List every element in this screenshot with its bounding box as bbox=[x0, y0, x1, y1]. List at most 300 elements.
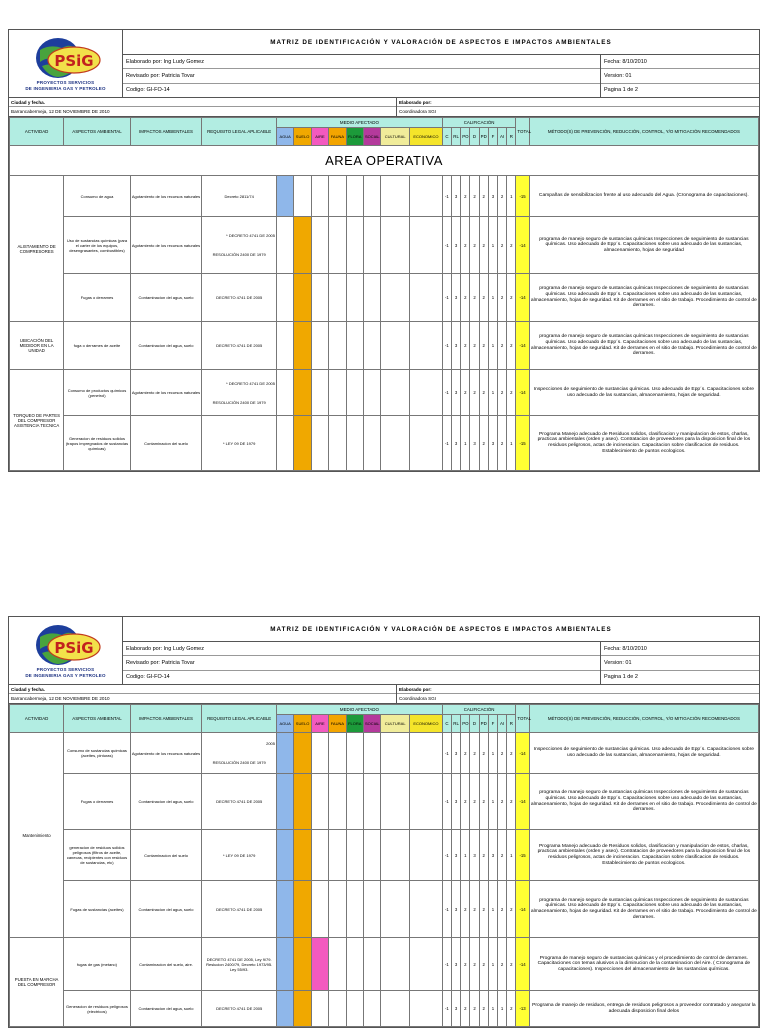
calif-value-cell: 2 bbox=[479, 217, 488, 274]
medio-social: SOCIAL bbox=[363, 128, 380, 146]
medio-empty-cell bbox=[381, 774, 410, 830]
calif-value-cell: 1 bbox=[488, 991, 497, 1027]
requisito-a: * DECRETO 4741 DE 2005 bbox=[226, 233, 275, 238]
table-row bbox=[10, 774, 759, 830]
requisito-cell: * LEY 09 DE 1979 bbox=[202, 830, 277, 881]
medio-aire-cell bbox=[311, 416, 328, 471]
medio-suelo-cell bbox=[294, 322, 311, 370]
calif-value-cell: 2 bbox=[498, 774, 507, 830]
medio-aire-cell bbox=[311, 991, 328, 1027]
calif-value-cell: 3 bbox=[452, 322, 461, 370]
medio-empty-cell bbox=[346, 176, 363, 217]
calif-value-cell: 2 bbox=[507, 733, 516, 774]
medio-suelo-cell bbox=[294, 774, 311, 830]
requisito-cell: DECRETO 4741 DE 2005 bbox=[202, 774, 277, 830]
col-impactos: IMPACTOS AMBIENTALES bbox=[130, 118, 202, 146]
impacto-cell: Contaminacion del agua, suelo bbox=[130, 322, 202, 370]
codigo: Codigo: GI-FO-14 bbox=[126, 674, 170, 681]
metodo-cell: programa de manejo seguro de sustancias químicas Inspecciones de seguimiento de sustancias químicas. Uso adecuado de Epp´s. Capacitaciones sobre uso adecuado de las sustancias, almacenamiento, hojas de seguridad bbox=[529, 217, 758, 274]
aspecto-cell: fuga o derrames de aceite bbox=[64, 322, 131, 370]
medio-empty-cell bbox=[409, 274, 442, 322]
impacto-cell: Agotamiento de los recursos naturales bbox=[130, 370, 202, 416]
ciudad-row bbox=[9, 685, 759, 704]
calif-value-cell: 3 bbox=[488, 416, 497, 471]
calif-ai: AI bbox=[498, 715, 507, 733]
calif-value-cell: 2 bbox=[461, 217, 470, 274]
ciudad-value: Barrancabermeja, 12 DE NOVIEMBRE DE 2010 bbox=[11, 696, 110, 701]
calif-value-cell: -1 bbox=[442, 416, 451, 471]
calif-value-cell: 1 bbox=[488, 733, 497, 774]
revisado-por: Revisado por: Patricia Tovar bbox=[123, 69, 600, 83]
medio-suelo-cell bbox=[294, 274, 311, 322]
calif-value-cell: 1 bbox=[461, 416, 470, 471]
medio-empty-cell bbox=[346, 370, 363, 416]
sheet-header bbox=[9, 617, 759, 685]
calif-value-cell: 3 bbox=[470, 830, 479, 881]
version: Version: 01 bbox=[601, 69, 759, 83]
metodo-cell: Programa de manejo seguro de sustancias químicas y el procedimiento de control de derrames. Capacitaciones con temas alusivos a la diminucion de la contaminacion del Aire. ( Cronograma de capacitaciones). Inspecciones del almacenamiento de las sustancias químicas. bbox=[529, 938, 758, 991]
area-title: AREA OPERATIVA bbox=[10, 146, 759, 176]
calif-value-cell: 1 bbox=[488, 938, 497, 991]
total-cell: -14 bbox=[516, 322, 529, 370]
calif-d: D bbox=[470, 715, 479, 733]
version: Version: 01 bbox=[601, 656, 759, 670]
company-logo bbox=[9, 30, 123, 97]
calif-value-cell: 1 bbox=[488, 274, 497, 322]
table-row bbox=[10, 938, 759, 991]
calif-value-cell: 2 bbox=[470, 881, 479, 938]
calif-value-cell: 2 bbox=[479, 733, 488, 774]
medio-empty-cell bbox=[363, 416, 380, 471]
metodo-cell: programa de manejo seguro de sustancias químicas Inspecciones de seguimiento de sustancias químicas. Uso adecuado de Epp´s. Capacitaciones sobre uso adecuado de las sustancias, almacenamiento, hojas de seguridad. Kit de derrames en el sitio de trabajo. Procedimiento de control de derrames. bbox=[529, 881, 758, 938]
logo-text: PSiG bbox=[53, 52, 94, 70]
calif-value-cell: 3 bbox=[452, 733, 461, 774]
metodo-cell: Campañas de sensibilizacion frente al uso adecuado del Agua. (Cronograma de capacitaciones). bbox=[529, 176, 758, 217]
calif-value-cell: 3 bbox=[452, 176, 461, 217]
calif-value-cell: -1 bbox=[442, 830, 451, 881]
col-aspectos: ASPECTOS AMBIENTAL bbox=[64, 118, 131, 146]
table-row bbox=[10, 217, 759, 274]
medio-empty-cell bbox=[381, 217, 410, 274]
total-cell: -14 bbox=[516, 217, 529, 274]
fecha: Fecha: 8/10/2010 bbox=[601, 642, 759, 656]
requisito-a: 2005 bbox=[266, 741, 275, 746]
calif-rl: RL bbox=[452, 715, 461, 733]
calif-value-cell: 2 bbox=[507, 322, 516, 370]
calif-value-cell: 2 bbox=[479, 274, 488, 322]
calif-value-cell: 3 bbox=[452, 991, 461, 1027]
metodo-cell: programa de manejo seguro de sustancias químicas Inspecciones de seguimiento de sustancias químicas. Uso adecuado de Epp´s. Capacitaciones sobre uso adecuado de las sustancias, almacenamiento, hojas de seguridad. Kit de derrames en el sitio de trabajo. Procedimiento de control de derrames. bbox=[529, 274, 758, 322]
calif-value-cell: -1 bbox=[442, 322, 451, 370]
matrix-table-2 bbox=[9, 704, 759, 1027]
calif-value-cell: 2 bbox=[479, 830, 488, 881]
table-row bbox=[10, 322, 759, 370]
medio-aire-cell bbox=[311, 733, 328, 774]
actividad-cell: Mantenimiento bbox=[10, 733, 64, 938]
calif-value-cell: 2 bbox=[479, 416, 488, 471]
calif-value-cell: 3 bbox=[452, 274, 461, 322]
aspecto-cell: generacion de residuos solidos peligrosos (filtros de aceite, canecas, recipientes con residuos de sustancias, etc) bbox=[64, 830, 131, 881]
impacto-cell: Contaminacion del suelo bbox=[130, 830, 202, 881]
medio-agua-cell bbox=[277, 881, 294, 938]
medio-empty-cell bbox=[346, 733, 363, 774]
calif-value-cell: 2 bbox=[461, 322, 470, 370]
calif-value-cell: 2 bbox=[507, 881, 516, 938]
calif-value-cell: 1 bbox=[507, 176, 516, 217]
medio-empty-cell bbox=[381, 938, 410, 991]
elaborado-value: Coordinadora SGI bbox=[399, 109, 437, 114]
calif-value-cell: 1 bbox=[488, 881, 497, 938]
medio-empty-cell bbox=[329, 176, 346, 217]
calif-value-cell: 2 bbox=[498, 416, 507, 471]
col-requisito: REQUISITO LEGAL APLICABLE bbox=[202, 705, 277, 733]
medio-aire-cell bbox=[311, 830, 328, 881]
impacto-cell: Contaminacion del agua, suelo bbox=[130, 881, 202, 938]
table-row bbox=[10, 176, 759, 217]
pagina: Pagina 1 de 2 bbox=[604, 87, 638, 94]
calif-value-cell: 2 bbox=[498, 217, 507, 274]
medio-empty-cell bbox=[346, 416, 363, 471]
logo-text: PSiG bbox=[53, 639, 94, 657]
medio-empty-cell bbox=[409, 733, 442, 774]
ciudad-row bbox=[9, 98, 759, 117]
col-medio: MEDIO AFECTADO bbox=[277, 705, 443, 715]
medio-empty-cell bbox=[381, 176, 410, 217]
impacto-cell: Agotamiento de los recursos naturales bbox=[130, 217, 202, 274]
globe-logo-icon bbox=[18, 36, 114, 80]
calif-pd: PD bbox=[479, 715, 488, 733]
calif-value-cell: 2 bbox=[498, 274, 507, 322]
requisito-cell bbox=[202, 217, 277, 274]
calif-value-cell: 2 bbox=[498, 830, 507, 881]
metodo-cell: programa de manejo seguro de sustancias químicas Inspecciones de seguimiento de sustancias químicas. Uso adecuado de Epp´s. Capacitaciones sobre uso adecuado de las sustancias, almacenamiento, hojas de seguridad. Kit de derrames en el sitio de trabajo. Procedimiento de control de derrames. bbox=[529, 774, 758, 830]
impacto-cell: Contaminacion del agua, suelo bbox=[130, 274, 202, 322]
medio-agua-cell bbox=[277, 733, 294, 774]
medio-empty-cell bbox=[346, 938, 363, 991]
aspecto-cell: Consumo de agua bbox=[64, 176, 131, 217]
calif-value-cell: 2 bbox=[498, 881, 507, 938]
table-row bbox=[10, 416, 759, 471]
total-cell: -14 bbox=[516, 274, 529, 322]
calif-value-cell: 2 bbox=[470, 733, 479, 774]
medio-empty-cell bbox=[409, 217, 442, 274]
medio-empty-cell bbox=[329, 416, 346, 471]
calif-value-cell: 2 bbox=[461, 774, 470, 830]
medio-empty-cell bbox=[363, 830, 380, 881]
medio-empty-cell bbox=[329, 938, 346, 991]
aspecto-cell: Generacion de residuos solidos (trapos impregnados de sustancias químicas) bbox=[64, 416, 131, 471]
calif-value-cell: 3 bbox=[488, 176, 497, 217]
calif-value-cell: 3 bbox=[452, 774, 461, 830]
medio-empty-cell bbox=[409, 774, 442, 830]
requisito-cell: DECRETO 4741 DE 2005 bbox=[202, 991, 277, 1027]
medio-agua-cell bbox=[277, 176, 294, 217]
calif-value-cell: 2 bbox=[461, 274, 470, 322]
actividad-cell: UBICACIÓN DEL MEDIDOR EN LA UNIDAD bbox=[10, 322, 64, 370]
medio-empty-cell bbox=[409, 938, 442, 991]
medio-agua: AGUA bbox=[277, 715, 294, 733]
calif-value-cell: 1 bbox=[488, 774, 497, 830]
ciudad-label: Ciudad y fecha. bbox=[9, 98, 396, 107]
medio-empty-cell bbox=[363, 217, 380, 274]
requisito-a: * DECRETO 4741 DE 2005 bbox=[226, 380, 275, 386]
metodo-cell: programa de manejo seguro de sustancias químicas Inspecciones de seguimiento de sustancias químicas. Uso adecuado de Epp´s. Capacitaciones sobre uso adecuado de las sustancias, almacenamiento, hojas de seguridad. Kit de derrames en el sitio de trabajo. Procedimiento de control de derrames. bbox=[529, 322, 758, 370]
calif-value-cell: 2 bbox=[479, 881, 488, 938]
calif-c: C bbox=[442, 128, 451, 146]
calif-value-cell: 2 bbox=[498, 733, 507, 774]
calif-r: R bbox=[507, 715, 516, 733]
requisito-b: RESOLUCIÓN 2400 DE 1979 bbox=[212, 399, 266, 405]
elaborado-label: Elaborado por: bbox=[397, 98, 759, 107]
requisito-cell: DECRETO 4741 DE 2005 bbox=[202, 274, 277, 322]
col-total: TOTAL bbox=[516, 118, 529, 146]
col-calificacion: CALIFICACIÓN bbox=[442, 705, 516, 715]
medio-empty-cell bbox=[329, 991, 346, 1027]
calif-value-cell: 1 bbox=[488, 217, 497, 274]
calif-value-cell: 3 bbox=[452, 938, 461, 991]
medio-empty-cell bbox=[363, 176, 380, 217]
aspecto-cell: Consumo de productos químicos (penetrol) bbox=[64, 370, 131, 416]
calif-value-cell: 2 bbox=[461, 991, 470, 1027]
actividad-cell: TORQUEO DE PARTES DEL COMPRESOR ASISTENCIA TECNICA bbox=[10, 370, 64, 471]
medio-agua-cell bbox=[277, 416, 294, 471]
col-requisito: REQUISITO LEGAL APLICABLE bbox=[202, 118, 277, 146]
calif-value-cell: 1 bbox=[507, 416, 516, 471]
requisito-cell bbox=[202, 733, 277, 774]
medio-empty-cell bbox=[329, 322, 346, 370]
col-actividad: ACTIVIDAD bbox=[10, 118, 64, 146]
calif-value-cell: 1 bbox=[498, 991, 507, 1027]
table-row bbox=[10, 830, 759, 881]
medio-aire-cell bbox=[311, 274, 328, 322]
calif-value-cell: 3 bbox=[452, 830, 461, 881]
medio-empty-cell bbox=[363, 881, 380, 938]
medio-empty-cell bbox=[409, 370, 442, 416]
calif-value-cell: 2 bbox=[498, 370, 507, 416]
aspecto-cell: Generacion de residuos peligrosos (electricos) bbox=[64, 991, 131, 1027]
medio-aire-cell bbox=[311, 774, 328, 830]
table-row bbox=[10, 370, 759, 416]
elaborado-value: Coordinadora SGI bbox=[399, 696, 437, 701]
aspecto-cell: Fugas o derrames bbox=[64, 774, 131, 830]
calif-value-cell: 3 bbox=[470, 416, 479, 471]
calif-value-cell: 2 bbox=[461, 881, 470, 938]
calif-ai: AI bbox=[498, 128, 507, 146]
table-row bbox=[10, 733, 759, 774]
total-cell: -15 bbox=[516, 830, 529, 881]
metodo-cell: Inspecciones de seguimiento de sustancias químicas. Uso adecuado de Epp´s. Capacitaciones sobre uso adecuado de las sustancias, almacenamiento, hojas de seguridad. bbox=[529, 370, 758, 416]
medio-suelo-cell bbox=[294, 881, 311, 938]
document-title: MATRIZ DE IDENTIFICACIÓN Y VALORACIÓN DE ASPECTOS E IMPACTOS AMBIENTALES bbox=[123, 617, 759, 642]
medio-empty-cell bbox=[329, 274, 346, 322]
aspecto-cell: Fugas de sustancias (aceites) bbox=[64, 881, 131, 938]
calif-value-cell: -1 bbox=[442, 938, 451, 991]
calif-value-cell: 2 bbox=[507, 938, 516, 991]
calif-value-cell: 2 bbox=[470, 938, 479, 991]
total-cell: -15 bbox=[516, 176, 529, 217]
calif-value-cell: 2 bbox=[479, 991, 488, 1027]
metodo-cell: Inspecciones de seguimiento de sustancias químicas. Uso adecuado de Epp´s. Capacitaciones sobre uso adecuado de las sustancias, almacenamiento, hojas de seguridad. bbox=[529, 733, 758, 774]
requisito-b: RESOLUCIÓN 2400 DE 1979 bbox=[212, 760, 266, 765]
calif-value-cell: 2 bbox=[470, 322, 479, 370]
actividad-cell: PUESTA EN MARCHA DEL COMPRESOR bbox=[10, 938, 64, 1027]
pagina: Pagina 1 de 2 bbox=[604, 674, 638, 681]
calif-value-cell: 2 bbox=[470, 176, 479, 217]
calif-rl: RL bbox=[452, 128, 461, 146]
ciudad-label: Ciudad y fecha. bbox=[9, 685, 396, 694]
medio-empty-cell bbox=[409, 830, 442, 881]
medio-empty-cell bbox=[381, 274, 410, 322]
medio-fauna: FAUNA bbox=[329, 715, 346, 733]
col-calificacion: CALIFICACIÓN bbox=[442, 118, 516, 128]
matrix-sheet-1 bbox=[8, 29, 760, 472]
col-metodos: MÉTODO(S) DE PREVENCIÓN, REDUCCIÓN, CONTROL, Y/O MITIGACIÓN RECOMENDADOS bbox=[529, 705, 758, 733]
medio-empty-cell bbox=[363, 274, 380, 322]
medio-aire-cell bbox=[311, 881, 328, 938]
table-row bbox=[10, 274, 759, 322]
medio-empty-cell bbox=[409, 416, 442, 471]
medio-economico: ECONOMICO bbox=[409, 128, 442, 146]
medio-suelo-cell bbox=[294, 176, 311, 217]
calif-r: R bbox=[507, 128, 516, 146]
calif-value-cell: -1 bbox=[442, 881, 451, 938]
medio-empty-cell bbox=[346, 991, 363, 1027]
medio-empty-cell bbox=[409, 322, 442, 370]
medio-aire-cell bbox=[311, 322, 328, 370]
calif-value-cell: 2 bbox=[461, 733, 470, 774]
calif-c: C bbox=[442, 715, 451, 733]
calif-f: F bbox=[488, 715, 497, 733]
medio-empty-cell bbox=[346, 830, 363, 881]
total-cell: -14 bbox=[516, 370, 529, 416]
calif-value-cell: 2 bbox=[498, 938, 507, 991]
elaborado-por: Elaborado por: Ing Ludy Gomez bbox=[123, 55, 600, 69]
medio-empty-cell bbox=[346, 274, 363, 322]
aspecto-cell: Uso de sustancias químicas (para el carter de los equipos, desengrasantes, combustibles) bbox=[64, 217, 131, 274]
medio-agua-cell bbox=[277, 830, 294, 881]
impacto-cell: Contaminacion del suelo bbox=[130, 416, 202, 471]
calif-value-cell: 2 bbox=[470, 274, 479, 322]
medio-flora: FLORA bbox=[346, 715, 363, 733]
revisado-por: Revisado por: Patricia Tovar bbox=[123, 656, 600, 670]
calif-value-cell: 2 bbox=[479, 322, 488, 370]
medio-empty-cell bbox=[346, 881, 363, 938]
calif-value-cell: 1 bbox=[507, 830, 516, 881]
medio-flora: FLORA bbox=[346, 128, 363, 146]
calif-value-cell: 2 bbox=[479, 176, 488, 217]
medio-suelo-cell bbox=[294, 217, 311, 274]
fecha: Fecha: 8/10/2010 bbox=[601, 55, 759, 69]
matrix-table-1 bbox=[9, 117, 759, 471]
globe-logo-icon bbox=[18, 623, 114, 667]
calif-pd: PD bbox=[479, 128, 488, 146]
calif-value-cell: 2 bbox=[479, 370, 488, 416]
metodo-cell: Programa Manejo adecuado de Residuos solidos, clasificacion y manipulacion de estos, charlas, practicas ambientales (orden y aseo). Contratacion de proveedores para la disposicion final de los residuos peligrosos, actas de incineracion. Capacitacion sobre clasificacion de residuos. Establecimiento de puntos ecologicos. bbox=[529, 416, 758, 471]
requisito-cell: DECRETO 4741 DE 2005 bbox=[202, 881, 277, 938]
calif-po: PO bbox=[461, 128, 470, 146]
sheet-header bbox=[9, 30, 759, 98]
medio-fauna: FAUNA bbox=[329, 128, 346, 146]
medio-empty-cell bbox=[329, 881, 346, 938]
medio-aire-cell bbox=[311, 938, 328, 991]
medio-empty-cell bbox=[363, 991, 380, 1027]
calif-value-cell: 2 bbox=[498, 322, 507, 370]
medio-empty-cell bbox=[363, 370, 380, 416]
company-name-2: DE INGENIERIA GAS Y PETROLEO bbox=[25, 672, 106, 678]
medio-agua-cell bbox=[277, 370, 294, 416]
company-name: PROYECTOS SERVICIOS bbox=[36, 667, 95, 672]
medio-suelo-cell bbox=[294, 370, 311, 416]
medio-suelo-cell bbox=[294, 416, 311, 471]
table-row bbox=[10, 991, 759, 1027]
medio-social: SOCIAL bbox=[363, 715, 380, 733]
calif-po: PO bbox=[461, 715, 470, 733]
medio-empty-cell bbox=[363, 733, 380, 774]
total-cell: -14 bbox=[516, 733, 529, 774]
impacto-cell: Agotamiento de los recursos naturales bbox=[130, 733, 202, 774]
col-impactos: IMPACTOS AMBIENTALES bbox=[130, 705, 202, 733]
calif-value-cell: 1 bbox=[461, 830, 470, 881]
medio-aire: AIRE bbox=[311, 715, 328, 733]
medio-empty-cell bbox=[381, 830, 410, 881]
impacto-cell: Agotamiento de los recursos naturales bbox=[130, 176, 202, 217]
medio-empty-cell bbox=[329, 774, 346, 830]
ciudad-value: Barrancabermeja, 12 DE NOVIEMBRE DE 2010 bbox=[11, 109, 110, 114]
calif-value-cell: 2 bbox=[507, 217, 516, 274]
calif-d: D bbox=[470, 128, 479, 146]
total-cell: -14 bbox=[516, 881, 529, 938]
medio-empty-cell bbox=[363, 322, 380, 370]
calif-value-cell: 3 bbox=[452, 881, 461, 938]
metodo-cell: Programa de manejo de residuos, entrega de residuos peligrosos a proveedor contratado y asegurar la adecuada disposicion final delos bbox=[529, 991, 758, 1027]
medio-suelo: SUELO bbox=[294, 128, 311, 146]
actividad-cell: ALISTAMIENTO DE COMPRESORES bbox=[10, 176, 64, 322]
medio-aire-cell bbox=[311, 176, 328, 217]
calif-value-cell: 3 bbox=[452, 370, 461, 416]
medio-agua-cell bbox=[277, 991, 294, 1027]
requisito-b: RESOLUCIÓN 2400 DE 1979 bbox=[212, 252, 266, 257]
company-name-2: DE INGENIERIA GAS Y PETROLEO bbox=[25, 85, 106, 91]
medio-empty-cell bbox=[409, 991, 442, 1027]
col-medio: MEDIO AFECTADO bbox=[277, 118, 443, 128]
medio-suelo-cell bbox=[294, 938, 311, 991]
medio-empty-cell bbox=[346, 322, 363, 370]
calif-f: F bbox=[488, 128, 497, 146]
matrix-sheet-2 bbox=[8, 616, 760, 1028]
medio-empty-cell bbox=[381, 416, 410, 471]
elaborado-por: Elaborado por: Ing Ludy Gomez bbox=[123, 642, 600, 656]
medio-empty-cell bbox=[329, 370, 346, 416]
col-actividad: ACTIVIDAD bbox=[10, 705, 64, 733]
medio-empty-cell bbox=[381, 322, 410, 370]
calif-value-cell: -1 bbox=[442, 733, 451, 774]
document-title: MATRIZ DE IDENTIFICACIÓN Y VALORACIÓN DE ASPECTOS E IMPACTOS AMBIENTALES bbox=[123, 30, 759, 55]
calif-value-cell: 2 bbox=[470, 991, 479, 1027]
medio-aire-cell bbox=[311, 217, 328, 274]
aspecto-cell: fugas de gas (metano) bbox=[64, 938, 131, 991]
requisito-cell: Decreto 2811/74 bbox=[202, 176, 277, 217]
impacto-cell: Contaminacion del suelo, aire. bbox=[130, 938, 202, 991]
medio-suelo-cell bbox=[294, 733, 311, 774]
medio-empty-cell bbox=[363, 774, 380, 830]
medio-empty-cell bbox=[346, 774, 363, 830]
medio-cultural: CULTURAL bbox=[381, 715, 410, 733]
calif-value-cell: 2 bbox=[470, 217, 479, 274]
col-metodos: MÉTODO(S) DE PREVENCIÓN, REDUCCIÓN, CONTROL, Y/O MITIGACIÓN RECOMENDADOS bbox=[529, 118, 758, 146]
calif-value-cell: 2 bbox=[507, 370, 516, 416]
table-row bbox=[10, 881, 759, 938]
medio-aire: AIRE bbox=[311, 128, 328, 146]
